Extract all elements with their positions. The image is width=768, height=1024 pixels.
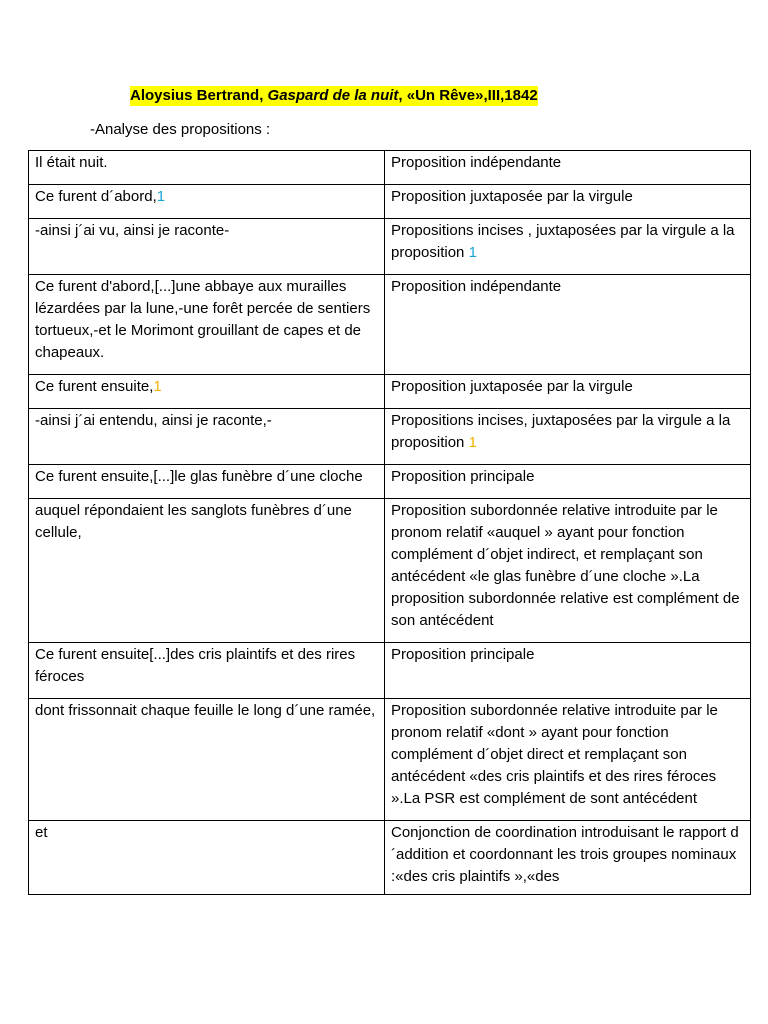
proposition-text: Il était nuit. (35, 154, 108, 171)
analysis-text: Proposition principale (391, 646, 535, 663)
proposition-text: -ainsi j´ai entendu, ainsi je raconte,- (35, 412, 272, 429)
proposition-cell (29, 219, 385, 275)
analysis-cell (385, 409, 751, 465)
analysis-table (28, 150, 751, 895)
analysis-text: Proposition principale (391, 468, 535, 485)
analysis-cell (385, 375, 751, 409)
proposition-text: Ce furent ensuite, (35, 378, 154, 395)
section-subtitle: -Analyse des propositions : (90, 121, 271, 138)
table-row (29, 465, 751, 499)
title-work: Gaspard de la nuit (267, 87, 399, 104)
analysis-cell (385, 699, 751, 821)
proposition-cell (29, 821, 385, 895)
proposition-text: -ainsi j´ai vu, ainsi je raconte- (35, 222, 230, 239)
analysis-text: Propositions incises, juxtaposées par la virgule a la proposition (391, 412, 731, 451)
page-title (130, 86, 538, 106)
proposition-text: Ce furent ensuite,[...]le glas funèbre d´une cloche (35, 468, 363, 485)
analysis-cell (385, 465, 751, 499)
analysis-cell (385, 643, 751, 699)
proposition-cell (29, 151, 385, 185)
proposition-cell (29, 375, 385, 409)
table-row (29, 275, 751, 375)
proposition-cell (29, 699, 385, 821)
analysis-text: Propositions incises , juxtaposées par la virgule a la proposition (391, 222, 735, 261)
analysis-cell (385, 499, 751, 643)
table-row (29, 219, 751, 275)
proposition-cell (29, 499, 385, 643)
analysis-text: Conjonction de coordination introduisant le rapport d´addition et coordonnant les trois groupes nominaux :«des cris plaintifs »,«des (391, 824, 739, 884)
proposition-cell (29, 465, 385, 499)
proposition-text: Ce furent ensuite[...]des cris plaintifs et des rires féroces (35, 646, 356, 685)
analysis-cell (385, 275, 751, 375)
reference-number: 1 (468, 244, 477, 261)
analysis-text: Proposition juxtaposée par la virgule (391, 188, 633, 205)
proposition-text: Ce furent d'abord,[...]une abbaye aux murailles lézardées par la lune,-une forêt percée de sentiers tortueux,-et le Morimont grouillant de capes et de chapeaux. (35, 278, 371, 361)
table-row (29, 409, 751, 465)
analysis-cell (385, 185, 751, 219)
table-row (29, 499, 751, 643)
title-rest: , «Un Rêve»,III,1842 (398, 87, 538, 104)
proposition-cell (29, 409, 385, 465)
proposition-text: et (35, 824, 48, 841)
title-author: Aloysius Bertrand, (130, 87, 268, 104)
analysis-text-clip (391, 822, 744, 884)
reference-number: 1 (153, 378, 162, 395)
analysis-text: Proposition subordonnée relative introduite par le pronom relatif «dont » ayant pour fonction complément d´objet direct et remplaçant son antécédent «des cris plaintifs et des rires féroces ».La PSR est complément de sont antécédent (391, 702, 718, 807)
table-row (29, 185, 751, 219)
proposition-text: auquel répondaient les sanglots funèbres d´une cellule, (35, 502, 352, 541)
table-row (29, 375, 751, 409)
table-row (29, 151, 751, 185)
table-row (29, 699, 751, 821)
analysis-text: Proposition indépendante (391, 278, 562, 295)
table-row (29, 821, 751, 895)
proposition-text: dont frissonnait chaque feuille le long d´une ramée, (35, 702, 376, 719)
proposition-cell (29, 185, 385, 219)
proposition-text: Ce furent d´abord, (35, 188, 157, 205)
analysis-cell (385, 821, 751, 895)
analysis-text: Proposition subordonnée relative introduite par le pronom relatif «auquel » ayant pour fonction complément d´objet indirect, et remplaçant son antécédent «le glas funèbre d´une cloche ».La proposition subordonnée relative est complément de son antécédent (391, 502, 740, 629)
reference-number: 1 (468, 434, 477, 451)
reference-number: 1 (156, 188, 166, 205)
analysis-cell (385, 219, 751, 275)
proposition-cell (29, 275, 385, 375)
table-row (29, 643, 751, 699)
analysis-text: Proposition juxtaposée par la virgule (391, 378, 633, 395)
proposition-cell (29, 643, 385, 699)
analysis-cell (385, 151, 751, 185)
analysis-text: Proposition indépendante (391, 154, 562, 171)
